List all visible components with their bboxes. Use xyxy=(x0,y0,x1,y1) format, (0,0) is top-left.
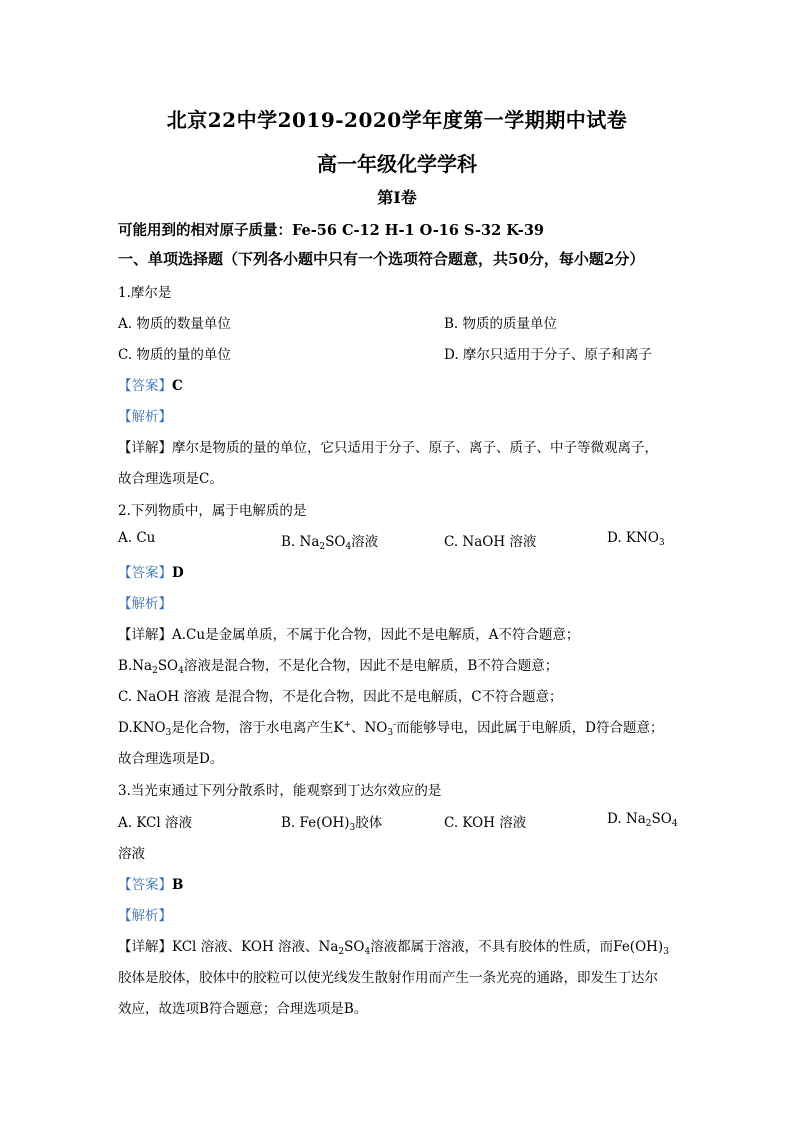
q2-option-c: C. NaOH 溶液 xyxy=(444,534,537,550)
q1-answer xyxy=(118,374,183,394)
q2-detail-line-d: $D.KNO_3$是化合物，溶于水电离产生K+、$NO_3^-$而能够导电，因此属于电解质，D符合题意； xyxy=(118,720,664,738)
exam-volume: 第Ⅰ卷 xyxy=(377,188,417,207)
q3-stem: 3.当光束通过下列分散系时，能观察到丁达尔效应的是 xyxy=(118,783,442,799)
q2-detail-line-a: 【详解】A.Cu是金属单质，不属于化合物，因此不是电解质，A不符合题意； xyxy=(118,627,580,643)
atomic-masses: 可能用到的相对原子质量：Fe-56 C-12 H-1 O-16 S-32 K-39 xyxy=(118,222,545,239)
q3-detail-line-1: 【详解】KCl 溶液、KOH 溶液、$Na_2SO_4$溶液都属于溶液，不具有胶体的性质，而$Fe(OH)_3$ xyxy=(118,939,669,957)
q2-conclusion: 故合理选项是D。 xyxy=(118,751,224,767)
q1-option-c: C. 物质的量的单位 xyxy=(118,347,231,363)
q2-detail-line-b: $B.Na_2SO_4$溶液是混合物，不是化合物，因此不是电解质，B不符合题意； xyxy=(118,658,559,676)
q2-option-d: D. $KNO_3$ xyxy=(607,530,665,548)
q3-option-c: C. KOH 溶液 xyxy=(444,815,527,831)
exam-title: 北京22中学2019-2020学年度第一学期期中试卷 xyxy=(166,108,628,132)
q1-detail-line-2: 故合理选项是C。 xyxy=(118,471,223,487)
q3-option-b: B. $Fe(OH)_3$胶体 xyxy=(281,815,383,833)
answer-label: 【答案】 xyxy=(118,378,172,394)
q1-option-a: A. 物质的数量单位 xyxy=(118,316,231,332)
q2-answer-value: D xyxy=(172,565,184,581)
q2-option-a: A. Cu xyxy=(118,530,156,546)
q1-detail-line-1: 【详解】摩尔是物质的量的单位，它只适用于分子、原子、离子、质子、中子等微观离子， xyxy=(118,440,658,456)
q3-detail-line-2: 胶体是胶体，胶体中的胶粒可以使光线发生散射作用而产生一条光亮的通路，即发生丁达尔 xyxy=(118,970,658,986)
q2-answer: 【答案】D xyxy=(118,565,184,581)
q3-answer: 【答案】B xyxy=(118,877,184,893)
q3-detail-line-3: 效应，故选项B符合题意；合理选项是B。 xyxy=(118,1001,368,1017)
q1-stem: 1.摩尔是 xyxy=(118,285,172,301)
q3-analysis: 【解析】 xyxy=(118,908,172,924)
q3-option-d-wrap: 溶液 xyxy=(118,846,145,862)
q1-option-b: B. 物质的质量单位 xyxy=(444,316,558,332)
q1-analysis xyxy=(118,405,172,425)
section-heading: 一、单项选择题（下列各小题中只有一个选项符合题意，共50分，每小题2分） xyxy=(118,250,645,268)
exam-subject: 高一年级化学学科 xyxy=(317,152,477,176)
detail-label: 【详解】 xyxy=(118,440,172,456)
q3-option-d: D. $Na_2SO_4$ xyxy=(607,811,678,829)
q2-stem: 2.下列物质中，属于电解质的是 xyxy=(118,503,307,519)
q1-answer-value: C xyxy=(172,378,183,394)
q2-analysis: 【解析】 xyxy=(118,596,172,612)
q2-option-b: B. $Na_2SO_4$溶液 xyxy=(281,534,379,552)
q1-option-d: D. 摩尔只适用于分子、原子和离子 xyxy=(444,347,652,363)
q3-option-a: A. KCl 溶液 xyxy=(118,815,192,831)
q3-answer-value: B xyxy=(172,877,184,893)
q2-detail-line-c: C. NaOH 溶液 是混合物，不是化合物，因此不是电解质，C不符合题意； xyxy=(118,689,563,705)
analysis-label: 【解析】 xyxy=(118,409,172,425)
